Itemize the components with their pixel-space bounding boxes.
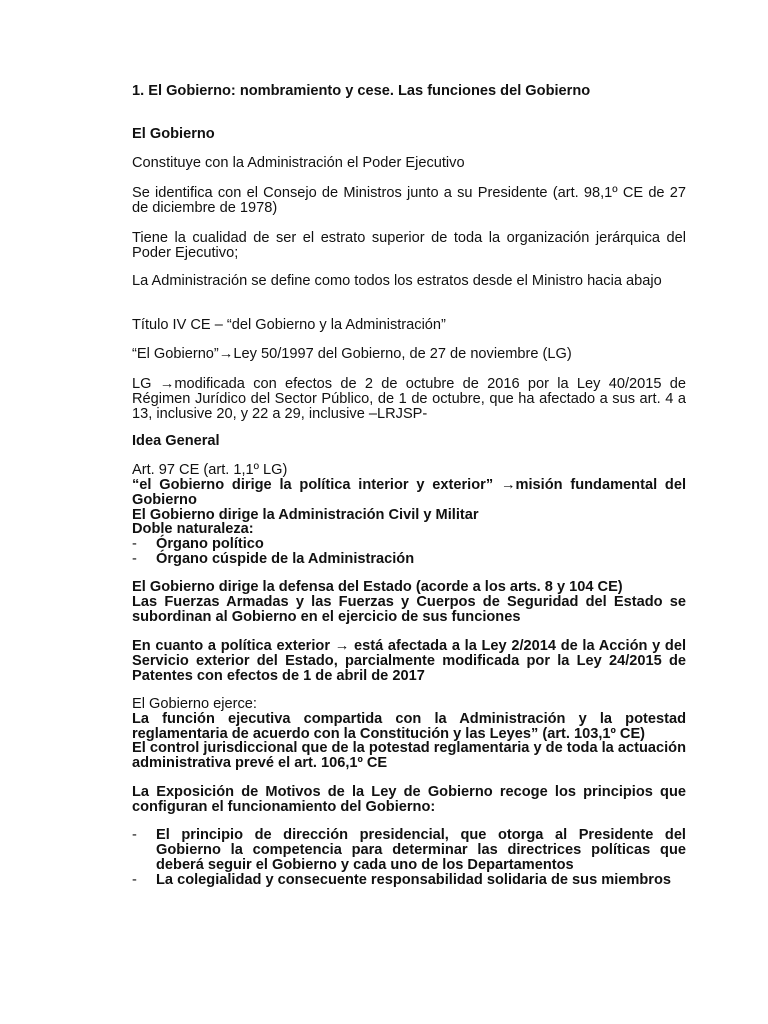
arrow-right-icon: → xyxy=(334,638,350,654)
paragraph-funcion-ejecutiva: La función ejecutiva compartida con la Administración y la potestad reglamentaria de acuerdo con la Constitución y las Leyes” (art. 103,1º CE) xyxy=(132,711,686,742)
paragraph-dirige-administracion: El Gobierno dirige la Administración Civil y Militar xyxy=(132,507,479,523)
paragraph-politica-exterior xyxy=(132,639,686,684)
bullet-dash: - xyxy=(132,827,137,843)
bullet-dash: - xyxy=(132,872,137,888)
list-item xyxy=(132,873,686,888)
list-item-text: Órgano político xyxy=(156,536,264,552)
text-lg: LG xyxy=(132,376,160,392)
text-ley-2-2014: está afectada a la Ley 2/2014 de la Acción y del Servicio exterior del Estado, parcialmente modificada por la Ley 24/2015 de Patentes con efectos de 1 de abril de 2017 xyxy=(132,638,686,684)
paragraph-titulo-iv: Título IV CE – “del Gobierno y la Administración” xyxy=(132,317,446,333)
text-politica-exterior: En cuanto a política exterior xyxy=(132,638,335,654)
text-ley-50: Ley 50/1997 del Gobierno, de 27 de noviembre (LG) xyxy=(233,346,572,362)
bullet-dash: - xyxy=(132,536,137,552)
list-item xyxy=(132,537,686,552)
paragraph-fuerzas-armadas: Las Fuerzas Armadas y las Fuerzas y Cuerpos de Seguridad del Estado se subordinan al Gobierno en el ejercicio de sus funciones xyxy=(132,594,686,625)
paragraph-ley-50-1997 xyxy=(132,347,686,362)
paragraph-defensa: El Gobierno dirige la defensa del Estado (acorde a los arts. 8 y 104 CE) xyxy=(132,579,623,595)
arrow-right-icon: → xyxy=(159,376,175,392)
paragraph-administracion: La Administración se define como todos los estratos desde el Ministro hacia abajo xyxy=(132,273,662,289)
arrow-right-icon: → xyxy=(218,346,234,362)
arrow-right-icon: → xyxy=(500,477,516,493)
paragraph-control-jurisdiccional: El control jurisdiccional que de la potestad reglamentaria y de toda la actuación administrativa prevé el art. 106,1º CE xyxy=(132,740,686,771)
text-quote-politica: “el Gobierno dirige la política interior y exterior” xyxy=(132,477,501,493)
paragraph-poder-ejecutivo: Constituye con la Administración el Poder Ejecutivo xyxy=(132,155,465,171)
paragraph-doble-naturaleza: Doble naturaleza: xyxy=(132,521,254,537)
text-mision-fundamental: misión fundamental del Gobierno xyxy=(132,477,687,508)
list-item-text: La colegialidad y consecuente responsabilidad solidaria de sus miembros xyxy=(156,872,671,888)
paragraph-dirige-politica xyxy=(132,478,686,508)
text-lg-modificada: modificada con efectos de 2 de octubre de 2016 por la Ley 40/2015 de Régimen Jurídico del Sector Público, de 1 de octubre, que ha afectado a sus art. 4 a 13, inclusive 20, y 22 a 29, inclusive –LRJSP- xyxy=(132,376,686,422)
document-title: 1. El Gobierno: nombramiento y cese. Las funciones del Gobierno xyxy=(132,83,591,99)
paragraph-consejo-ministros: Se identifica con el Consejo de Ministros junto a su Presidente (art. 98,1º CE de 27 de diciembre de 1978) xyxy=(132,185,686,216)
heading-idea-general: Idea General xyxy=(132,433,220,449)
paragraph-lg-modificada xyxy=(132,377,686,422)
text-el-gobierno-quote: “El Gobierno” xyxy=(132,346,219,362)
list-item-text: Órgano cúspide de la Administración xyxy=(156,551,415,567)
paragraph-art-97: Art. 97 CE (art. 1,1º LG) xyxy=(132,462,288,478)
paragraph-gobierno-ejerce: El Gobierno ejerce: xyxy=(132,696,257,712)
list-item xyxy=(132,828,686,873)
heading-el-gobierno: El Gobierno xyxy=(132,126,215,142)
list-item xyxy=(132,552,686,567)
list-item-text: El principio de dirección presidencial, que otorga al Presidente del Gobierno la competencia para determinar las directrices políticas que deberá seguir el Gobierno y cada uno de los Departamentos xyxy=(156,827,686,873)
bullet-dash: - xyxy=(132,551,137,567)
paragraph-exposicion-motivos: La Exposición de Motivos de la Ley de Gobierno recoge los principios que configuran el funcionamiento del Gobierno: xyxy=(132,784,686,815)
paragraph-estrato-superior: Tiene la cualidad de ser el estrato superior de toda la organización jerárquica del Poder Ejecutivo; xyxy=(132,230,686,261)
